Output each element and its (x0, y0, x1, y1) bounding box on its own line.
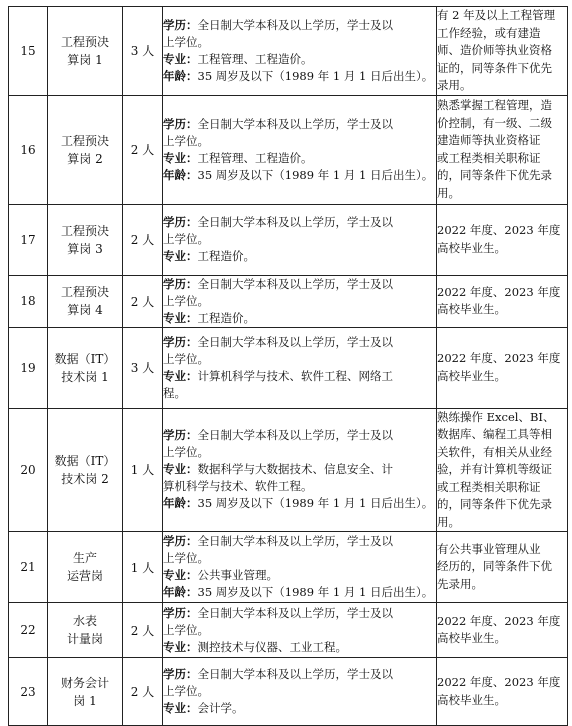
requirements (163, 408, 437, 532)
major-text: 工程造价。 (197, 310, 255, 325)
post-name-line: 工程预决 (60, 34, 109, 49)
major-text: 工程管理、工程造价。 (197, 150, 313, 165)
post-name (48, 532, 123, 603)
post-name-line: 算岗 3 (67, 241, 103, 256)
education-text-cont: 上学位。 (163, 232, 209, 246)
major-line (163, 310, 436, 327)
post-name-line: 岗 1 (73, 693, 97, 708)
row-number: 21 (9, 532, 48, 603)
note-line: 关软件，有相关从业经 (437, 444, 552, 459)
post-name-line: 工程预决 (60, 133, 109, 148)
education-line (163, 666, 436, 683)
major-line (163, 368, 436, 385)
education-label: 学历： (163, 215, 198, 229)
education-text: 全日制大学本科及以上学历，学士及以 (197, 534, 393, 548)
post-name-line: 计量岗 (66, 632, 103, 646)
table-row (9, 95, 568, 204)
row-number: 17 (9, 204, 48, 275)
post-name-line: 技术岗 2 (61, 471, 109, 486)
headcount: 2 人 (123, 204, 163, 275)
note-line: 用。 (437, 185, 460, 200)
post-name-line: 财务会计 (60, 675, 109, 690)
post-name-line: 工程预决 (60, 223, 109, 238)
major-label: 专业： (163, 368, 198, 383)
post-name-line: 水表 (72, 614, 97, 628)
post-name (48, 408, 123, 532)
row-number: 16 (9, 95, 48, 204)
notes (437, 532, 568, 603)
education-text: 全日制大学本科及以上学历，学士及以 (197, 17, 393, 32)
age-text: 35 周岁及以下（1989 年 1 月 1 日后出生）。 (197, 68, 434, 83)
post-name (48, 7, 123, 96)
major-line (163, 51, 436, 68)
post-name-line: 算岗 2 (67, 151, 103, 166)
note-line: 价控制，有一级、二级 (437, 115, 552, 130)
education-line (163, 427, 436, 444)
note-line: 熟悉掌握工程管理，造 (437, 98, 552, 112)
note-line: 用。 (437, 514, 460, 529)
education-text: 全日制大学本科及以上学历，学士及以 (197, 334, 393, 349)
major-text: 公共事业管理。 (197, 568, 278, 582)
table-row (9, 532, 568, 603)
note-line: 先录用。 (437, 576, 483, 591)
major-line (163, 639, 436, 656)
post-name (48, 603, 123, 658)
age-line (163, 584, 436, 601)
major-label: 专业： (163, 310, 198, 325)
post-name-line: 数据（IT） (54, 453, 116, 468)
table-row (9, 658, 568, 726)
education-label: 学历： (163, 428, 198, 443)
note-line: 高校毕业生。 (437, 631, 506, 645)
education-label: 学历： (163, 276, 198, 291)
notes (437, 204, 568, 275)
note-line: 或工程类相关职称证 (437, 150, 541, 165)
major-line (163, 567, 436, 584)
post-name-line: 运营岗 (66, 569, 103, 583)
table-row (9, 204, 568, 275)
note-line: 师、造价师等执业资格 (437, 43, 552, 57)
note-line: 有公共事业管理从业 (437, 541, 541, 556)
education-text-cont: 上学位。 (163, 684, 209, 698)
note-line: 验，并有计算机等级证 (437, 462, 552, 476)
education-text: 全日制大学本科及以上学历，学士及以 (197, 276, 393, 291)
requirements (163, 532, 437, 603)
major-text: 测控技术与仪器、工业工程。 (197, 639, 347, 654)
education-text: 全日制大学本科及以上学历，学士及以 (197, 605, 393, 620)
major-text-cont: 算机科学与技术、软件工程。 (163, 479, 313, 494)
note-line: 的，同等条件下优先录 (437, 497, 552, 511)
major-text-cont: 程。 (163, 385, 186, 400)
note-line: 有 2 年及以上工程管理 (437, 8, 556, 22)
major-label: 专业： (163, 462, 198, 477)
headcount: 2 人 (123, 658, 163, 726)
major-label: 专业： (163, 249, 198, 263)
requirements (163, 7, 437, 96)
major-text: 计算机科学与技术、软件工程、网络工 (197, 368, 393, 383)
major-label: 专业： (163, 701, 198, 715)
post-name-line: 算岗 1 (67, 52, 103, 67)
headcount: 3 人 (123, 327, 163, 408)
table-row (9, 7, 568, 96)
note-line: 的，同等条件下优先录 (437, 168, 552, 182)
notes (437, 603, 568, 658)
post-name-line: 算岗 4 (67, 303, 103, 317)
post-name (48, 204, 123, 275)
requirements (163, 204, 437, 275)
education-label: 学历： (163, 17, 198, 32)
note-line: 高校毕业生。 (437, 240, 506, 255)
note-line: 2022 年度、2023 年度 (437, 223, 561, 237)
post-name (48, 95, 123, 204)
note-line: 证的，同等条件下优先 (437, 60, 552, 75)
age-line (163, 495, 436, 512)
education-text-cont: 上学位。 (163, 445, 209, 460)
requirements (163, 95, 437, 204)
recruitment-table (8, 6, 568, 726)
education-text: 全日制大学本科及以上学历，学士及以 (197, 116, 393, 131)
table-row (9, 327, 568, 408)
table-row (9, 408, 568, 532)
education-text-cont: 上学位。 (163, 133, 209, 148)
major-line (163, 248, 436, 265)
education-text-cont: 上学位。 (163, 351, 209, 366)
requirements (163, 658, 437, 726)
note-line: 高校毕业生。 (437, 302, 506, 316)
note-line: 工作经验，或有建造 (437, 25, 541, 40)
notes (437, 7, 568, 96)
age-label: 年龄： (163, 68, 198, 83)
age-label: 年龄： (163, 167, 198, 182)
major-line (163, 461, 436, 478)
notes (437, 275, 568, 327)
post-name-line: 生产 (72, 551, 97, 565)
education-label: 学历： (163, 605, 198, 620)
row-number: 20 (9, 408, 48, 532)
age-label: 年龄： (163, 496, 198, 511)
age-text: 35 周岁及以下（1989 年 1 月 1 日后出生）。 (197, 167, 434, 182)
notes (437, 327, 568, 408)
post-name-line: 技术岗 1 (61, 369, 109, 384)
note-line: 建造师等执业资格证 (437, 133, 541, 147)
education-label: 学历： (163, 116, 198, 131)
education-text-cont: 上学位。 (163, 551, 209, 565)
post-name (48, 275, 123, 327)
note-line: 2022 年度、2023 年度 (437, 675, 561, 689)
row-number: 22 (9, 603, 48, 658)
education-text: 全日制大学本科及以上学历，学士及以 (197, 428, 393, 443)
note-line: 2022 年度、2023 年度 (437, 351, 561, 365)
note-line: 熟练操作 Excel、BI、 (437, 409, 555, 424)
requirements (163, 327, 437, 408)
note-line: 录用。 (437, 78, 472, 92)
post-name (48, 658, 123, 726)
education-line (163, 605, 436, 622)
row-number: 15 (9, 7, 48, 96)
table-row (9, 603, 568, 658)
education-line (163, 214, 436, 231)
post-name (48, 327, 123, 408)
note-line: 或工程类相关职称证 (437, 479, 541, 494)
major-text: 会计学。 (197, 701, 244, 715)
notes (437, 658, 568, 726)
education-text-cont: 上学位。 (163, 34, 209, 49)
age-label: 年龄： (163, 585, 198, 599)
headcount: 1 人 (123, 532, 163, 603)
education-line (163, 533, 436, 550)
major-text: 工程造价。 (197, 249, 255, 263)
notes (437, 95, 568, 204)
education-text: 全日制大学本科及以上学历，学士及以 (197, 215, 393, 229)
major-line (163, 150, 436, 167)
education-text-cont: 上学位。 (163, 293, 209, 308)
requirements (163, 603, 437, 658)
headcount: 2 人 (123, 603, 163, 658)
row-number: 23 (9, 658, 48, 726)
education-text: 全日制大学本科及以上学历，学士及以 (197, 667, 393, 681)
headcount: 3 人 (123, 7, 163, 96)
education-line (163, 276, 436, 293)
note-line: 数据库、编程工具等相 (437, 427, 552, 441)
note-line: 2022 年度、2023 年度 (437, 613, 561, 628)
headcount: 1 人 (123, 408, 163, 532)
age-line (163, 167, 436, 184)
education-label: 学历： (163, 334, 198, 349)
note-line: 经历的，同等条件下优 (437, 559, 552, 574)
education-label: 学历： (163, 534, 198, 548)
major-label: 专业： (163, 150, 198, 165)
note-line: 高校毕业生。 (437, 692, 506, 707)
major-text: 工程管理、工程造价。 (197, 51, 313, 66)
note-line: 高校毕业生。 (437, 368, 506, 383)
education-line (163, 334, 436, 351)
age-text: 35 周岁及以下（1989 年 1 月 1 日后出生）。 (197, 496, 434, 511)
note-line: 2022 年度、2023 年度 (437, 284, 561, 299)
row-number: 19 (9, 327, 48, 408)
major-label: 专业： (163, 639, 198, 654)
headcount: 2 人 (123, 95, 163, 204)
education-line (163, 17, 436, 34)
post-name-line: 数据（IT） (54, 351, 116, 366)
requirements (163, 275, 437, 327)
education-line (163, 116, 436, 133)
major-text: 数据科学与大数据技术、信息安全、计 (197, 462, 393, 477)
age-line (163, 68, 436, 85)
row-number: 18 (9, 275, 48, 327)
major-label: 专业： (163, 568, 198, 582)
headcount: 2 人 (123, 275, 163, 327)
education-text-cont: 上学位。 (163, 622, 209, 637)
education-label: 学历： (163, 667, 198, 681)
post-name-line: 工程预决 (60, 285, 109, 299)
major-line (163, 700, 436, 717)
major-label: 专业： (163, 51, 198, 66)
table-row (9, 275, 568, 327)
age-text: 35 周岁及以下（1989 年 1 月 1 日后出生）。 (197, 585, 434, 599)
notes (437, 408, 568, 532)
